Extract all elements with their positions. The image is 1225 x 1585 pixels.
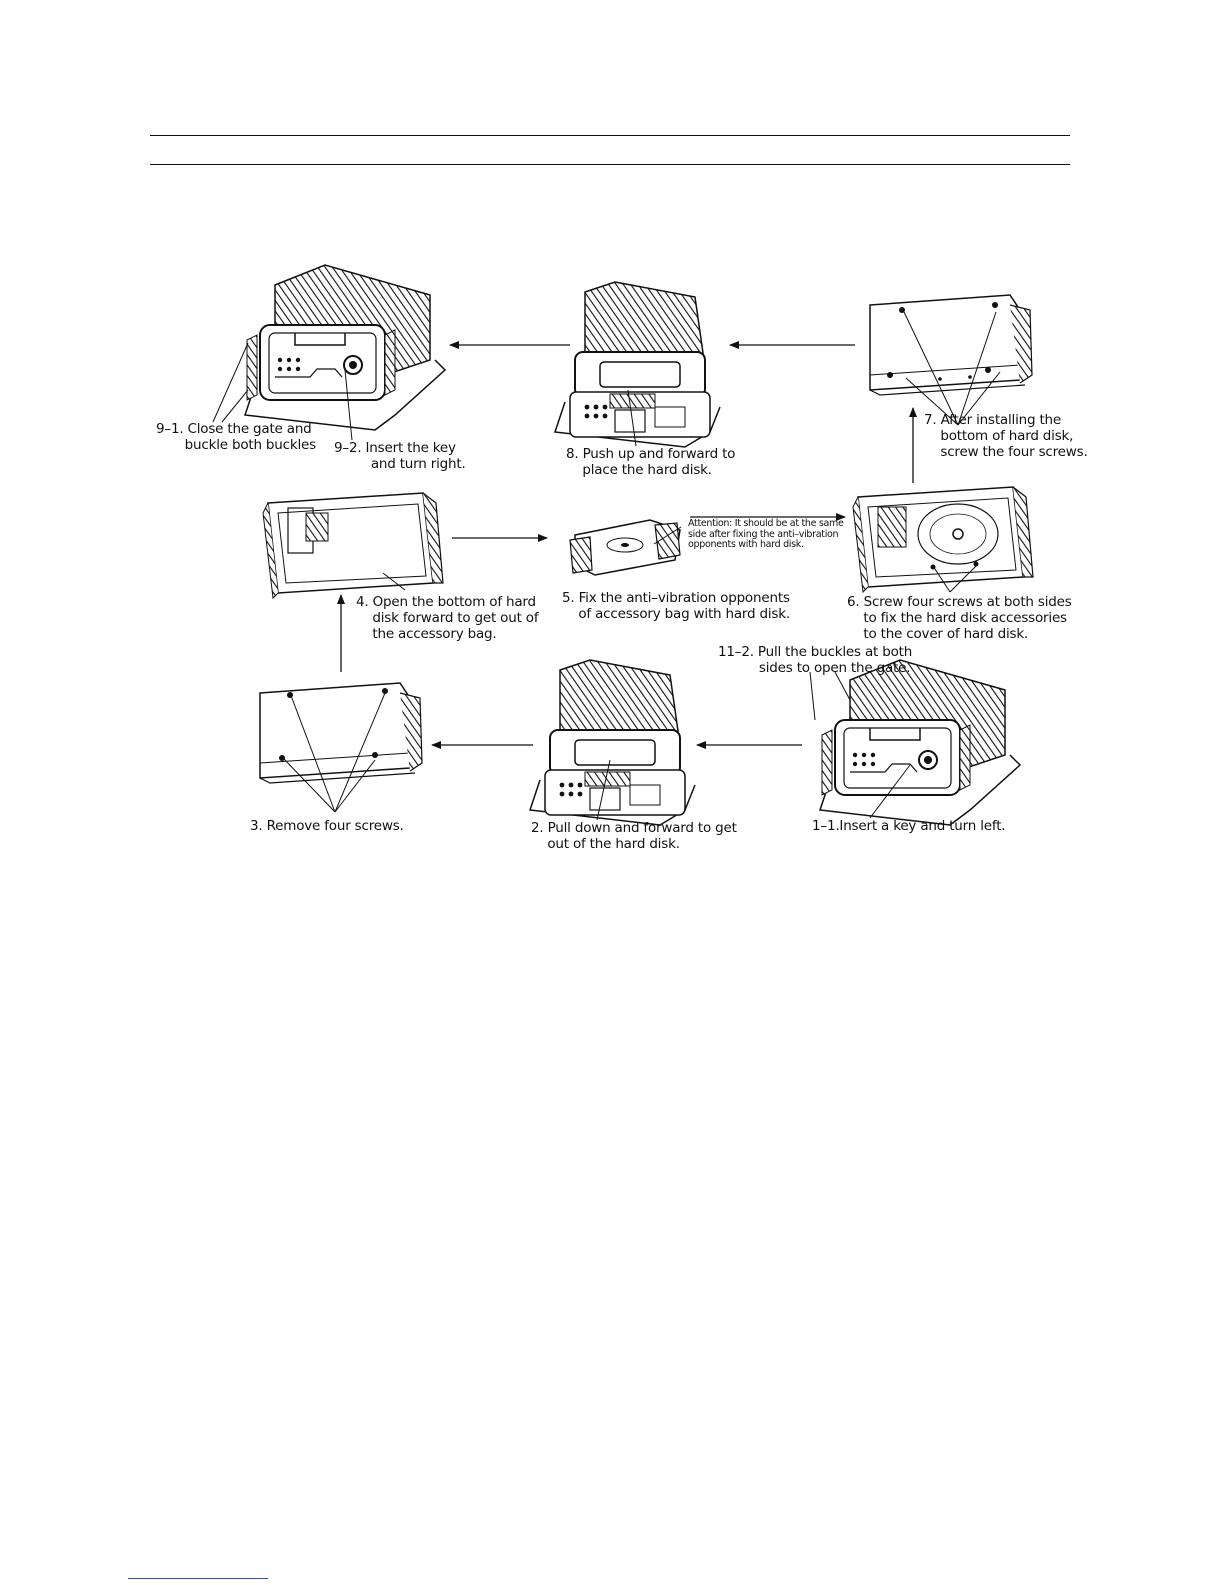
caption-step5-attention: Attention: It should be at the same side after fixing the anti–vibration opponents with hard disk.: [688, 518, 844, 550]
caption-step9-2: 9–2. Insert the key and turn right.: [334, 440, 466, 472]
dvr-open-step8: [555, 282, 720, 447]
hdd-step3: [260, 683, 422, 783]
caption-step6: 6. Screw four screws at both sides to fix the hard disk accessories to the cover of hard disk.: [847, 594, 1072, 642]
caption-step5: 5. Fix the anti–vibration opponents of accessory bag with hard disk.: [562, 590, 790, 622]
hdd-step5: [570, 520, 680, 575]
caption-step1-2: 11–2. Pull the buckles at both sides to open the gate.: [718, 644, 913, 676]
tray-step4: [263, 493, 443, 598]
caption-step3: 3. Remove four screws.: [250, 818, 404, 834]
footer-link-line: [128, 1578, 268, 1579]
hdd-step7: [870, 295, 1032, 395]
caption-step8: 8. Push up and forward to place the hard disk.: [566, 446, 736, 478]
caption-step4: 4. Open the bottom of hard disk forward to get out of the accessory bag.: [356, 594, 539, 642]
caption-step2: 2. Pull down and forward to get out of the hard disk.: [531, 820, 737, 852]
tray-with-disk-step6: [853, 487, 1033, 592]
caption-step1-1: 1–1.Insert a key and turn left.: [812, 818, 1006, 834]
dvr-closed-step9: [245, 265, 445, 430]
dvr-open-step2: [530, 660, 695, 825]
caption-step9-1: 9–1. Close the gate and buckle both buckles: [156, 421, 316, 453]
caption-step7: 7. After installing the bottom of hard disk, screw the four screws.: [924, 412, 1088, 460]
dvr-closed-step1: [820, 660, 1020, 825]
